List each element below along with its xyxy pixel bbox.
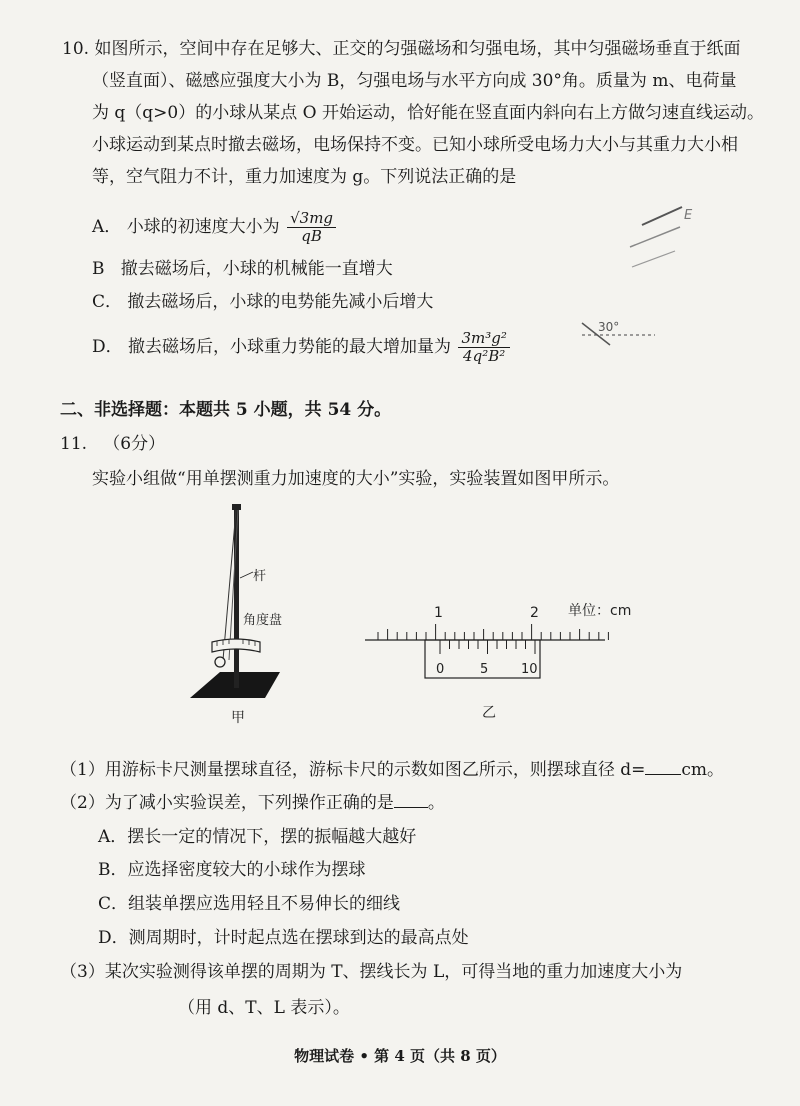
- vernier-label-10: 10: [521, 662, 538, 677]
- field-line-3: [632, 251, 675, 267]
- q11-option-b: B．应选择密度较大的小球作为摆球: [98, 860, 366, 880]
- rod-cap: [232, 504, 241, 510]
- q11-part1: （1）用游标卡尺测量摆球直径，游标卡尺的示数如图乙所示，则摆球直径 d= cm。: [60, 760, 725, 780]
- fraction-a: $\frac{√3mg}{qB}$: [287, 210, 336, 245]
- q10-option-b: B 撤去磁场后，小球的机械能一直增大: [92, 259, 393, 279]
- unit-label: 单位：cm: [568, 603, 632, 619]
- pendulum-ball: [215, 657, 225, 667]
- vernier-scale-ticks: [440, 640, 535, 654]
- q10-number: 10.: [62, 39, 90, 59]
- dial-label: 角度盘: [243, 613, 283, 628]
- q11-score: （6分）: [103, 434, 166, 454]
- q10-line3: 为 q（q>0）的小球从某点 O 开始运动，恰好能在竖直面内斜向右上方做匀速直线运动。: [92, 103, 764, 123]
- q10-line5: 等，空气阻力不计，重力加速度为 g。下列说法正确的是: [92, 167, 517, 187]
- section-title: 二、非选择题：本题共 5 小题，共 54 分。: [60, 400, 392, 420]
- q10-line1: 10. 如图所示，空间中存在足够大、正交的匀强磁场和匀强电场，其中匀强磁场垂直于纸面: [62, 39, 741, 59]
- vernier-caliper: [360, 595, 650, 725]
- main-label-1: 1: [434, 605, 443, 621]
- answer-blank-choice[interactable]: [394, 791, 428, 808]
- q11-part2: （2）为了减小实验误差，下列操作正确的是 。: [60, 793, 445, 813]
- q11-option-a: A．摆长一定的情况下，摆的振幅越大越好: [98, 827, 417, 847]
- field-line-2: [630, 227, 680, 247]
- pendulum-figure: [175, 500, 315, 730]
- q10-option-d: D． 撤去磁场后，小球重力势能的最大增加量为 $\frac{\text{3m³g²}}{\text{4q²B²}}$: [92, 330, 510, 365]
- q10-option-c: C． 撤去磁场后，小球的电势能先减小后增大: [92, 292, 434, 312]
- figure-jia-label: 甲: [231, 710, 245, 726]
- q11-number: 11.: [60, 434, 88, 454]
- q11-intro: 实验小组做“用单摆测重力加速度的大小”实验，实验装置如图甲所示。: [92, 469, 620, 489]
- q10-option-a: A． 小球的初速度大小为 $\frac{√3mg}{qB}$: [92, 210, 336, 245]
- fraction-d: $\frac{\text{3m³g²}}{\text{4q²B²}}$: [458, 330, 509, 365]
- main-scale-ticks: [378, 624, 608, 640]
- q11-part3-tail: （用 d、T、L 表示）。: [178, 998, 350, 1018]
- vernier-label-5: 5: [480, 662, 489, 677]
- rod-leader: [240, 572, 253, 578]
- field-line-1: [642, 207, 682, 225]
- q10-line4: 小球运动到某点时撤去磁场，电场保持不变。已知小球所受电场力大小与其重力大小相: [92, 135, 738, 155]
- rod-label: 杆: [253, 569, 267, 584]
- field-sketch: [570, 195, 700, 355]
- angle-label: 30°: [598, 320, 620, 334]
- q11-option-d: D．测周期时，计时起点选在摆球到达的最高点处: [98, 928, 469, 948]
- main-label-2: 2: [530, 605, 539, 621]
- answer-blank-d[interactable]: [645, 758, 681, 775]
- vernier-label-0: 0: [436, 662, 445, 677]
- figure-yi-label: 乙: [482, 705, 496, 721]
- q11-part3: （3）某次实验测得该单摆的周期为 T、摆线长为 L，可得当地的重力加速度大小为: [60, 962, 683, 982]
- q11-option-c: C．组装单摆应选用轻且不易伸长的细线: [98, 894, 401, 914]
- page-footer: 物理试卷 • 第 4 页（共 8 页）: [294, 1047, 506, 1065]
- q11-header: [60, 433, 165, 455]
- field-E-label: E: [684, 208, 693, 223]
- q10-line2: （竖直面）、磁感应强度大小为 B，匀强电场与水平方向成 30°角。质量为 m、电荷量: [92, 71, 737, 91]
